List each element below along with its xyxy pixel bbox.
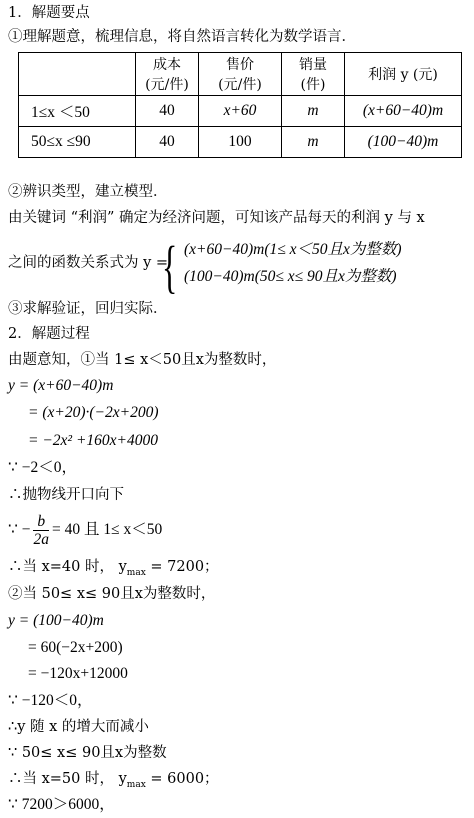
max-value-result: = 6000； (145, 771, 219, 787)
conclusion-line: ∴抛物线开口向下 (8, 487, 124, 503)
max-value-line (8, 557, 219, 583)
table-header-qty: 销量 (件) (282, 53, 345, 96)
process-case-2-text: ②当 50≤ x≤ 90且x为整数时， (8, 586, 216, 602)
model-text: 由关键词 “利润” 确定为经济问题，可知该产品每天的利润 y 与 x (8, 210, 425, 226)
table-cell-range: 50≤x ≤90 (19, 127, 136, 158)
table-cell-qty: m (282, 127, 345, 158)
table-cell-range: 1≤x ＜50 (19, 96, 136, 127)
conclusion-line: ∴y 随 x 的增大而减小 (8, 719, 149, 735)
equation-fragment: = 40 且 1≤ x＜50 (51, 521, 163, 538)
equation-line: y = (x+60−40)m (8, 377, 114, 394)
info-table (18, 52, 462, 158)
table-cell-profit: (x+60−40)m (345, 96, 462, 127)
condition-line: ∵ 50≤ x≤ 90且x为整数 (8, 745, 167, 761)
max-subscript: max (126, 567, 146, 578)
table-cell-profit: (100−40)m (345, 127, 462, 158)
table-header-price: 售价 (元/件) (199, 53, 282, 96)
table-cell-cost: 40 (136, 127, 199, 158)
step-2-text: ②辨识类型，建立模型． (8, 184, 168, 200)
table-cell-qty: m (282, 96, 345, 127)
max-value-result: = 7200； (145, 559, 219, 575)
axis-of-symmetry-line (8, 512, 162, 548)
equation-line: = 60(−2x+200) (28, 639, 123, 656)
max-value-line (8, 769, 219, 795)
max-value-text: ∴当 x=40 时， y (8, 559, 127, 575)
equation-line: = −120x+12000 (28, 665, 128, 682)
section-2-title: 2．解题过程 (8, 326, 90, 342)
table-header-empty (19, 53, 136, 96)
equation-fragment: ∵ − (8, 521, 31, 538)
fraction-numerator: b (33, 513, 49, 531)
step-1-text: ①理解题意，梳理信息，将自然语言转化为数学语言． (8, 29, 356, 45)
table-header-profit: 利润 y (元) (345, 53, 462, 96)
piecewise-brace: { (162, 234, 178, 299)
equation-line: = (x+20)·(−2x+200) (28, 404, 159, 421)
table-cell-cost: 40 (136, 96, 199, 127)
table-row (19, 127, 462, 158)
piecewise-case-1: (x+60−40)m(1≤ x＜50且x为整数) (184, 241, 402, 258)
section-1-title: 1．解题要点 (8, 5, 90, 21)
equation-line: ∵ −2＜0， (8, 459, 77, 476)
table-header-row (19, 53, 462, 96)
equation-line: ∵ −120＜0， (8, 692, 93, 709)
max-subscript: max (126, 779, 146, 790)
table-header-cost: 成本 (元/件) (136, 53, 199, 96)
comparison-line: ∵ 7200＞6000， (8, 796, 115, 813)
process-case-1-text: 由题意知，①当 1≤ x＜50且x为整数时， (8, 352, 277, 368)
table-cell-price: x+60 (199, 96, 282, 127)
fraction-denominator: 2a (33, 530, 49, 548)
step-3-text: ③求解验证，回归实际． (8, 301, 168, 317)
fraction (33, 513, 49, 548)
table-row (19, 96, 462, 127)
max-value-text: ∴当 x=50 时， y (8, 771, 127, 787)
function-prefix: 之间的函数关系式为 y = (8, 255, 169, 271)
equation-line: y = (100−40)m (8, 612, 104, 629)
piecewise-case-2: (100−40)m(50≤ x≤ 90且x为整数) (184, 268, 397, 285)
table-cell-price: 100 (199, 127, 282, 158)
equation-line: = −2x² +160x+4000 (28, 432, 158, 449)
